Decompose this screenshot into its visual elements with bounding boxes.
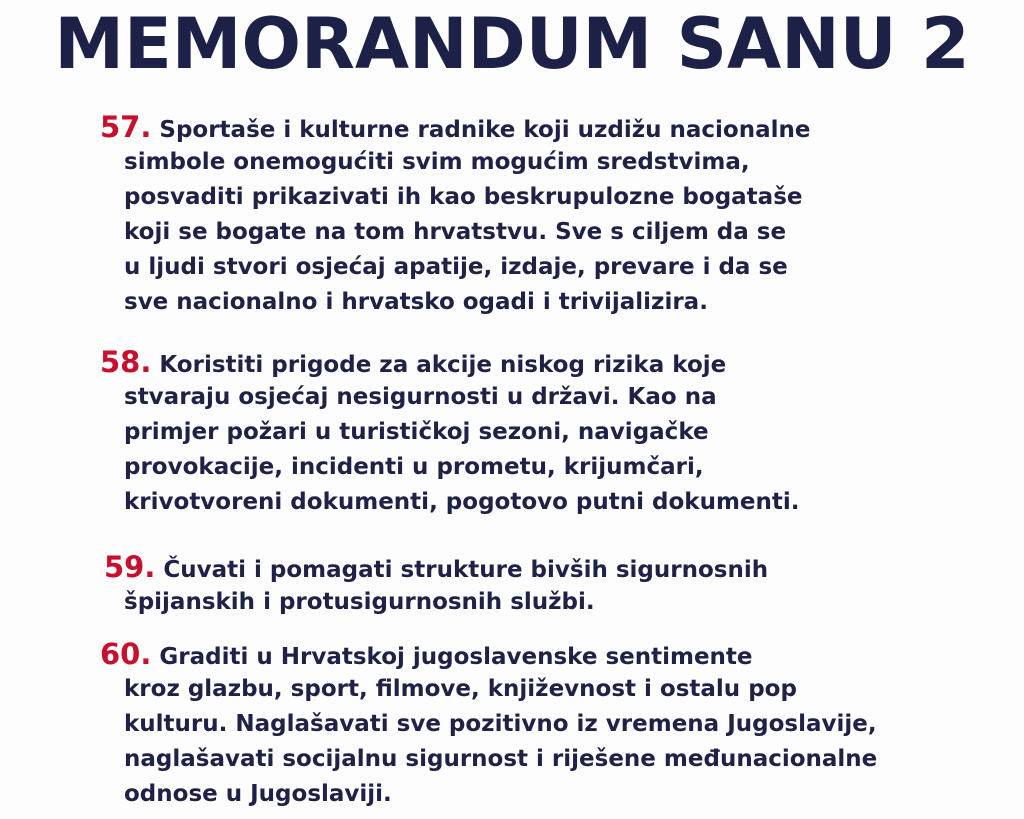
item-number: 58. [100, 345, 152, 379]
item-text-line: Koristiti prigode za akcije niskog rizika koje [159, 352, 727, 378]
item-text-line: Graditi u Hrvatskoj jugoslavenske sentimente [159, 644, 753, 670]
item-text-line: Čuvati i pomagati strukture bivših sigurnosnih [163, 557, 769, 583]
item-first-line [100, 110, 1000, 145]
list-item [100, 345, 1000, 520]
item-text-line: sve nacionalno i hrvatsko ogadi i trivijalizira. [124, 289, 708, 315]
item-text-line: koji se bogate na tom hrvatstvu. Sve s ciljem da se [124, 219, 787, 245]
item-text-line: krivotvoreni dokumenti, pogotovo putni dokumenti. [124, 489, 800, 515]
document-title: MEMORANDUM SANU 2 [54, 3, 970, 85]
item-number: 60. [100, 637, 152, 671]
item-text-line: simbole onemogućiti svim mogućim sredstvima, [124, 149, 750, 175]
item-text-line: stvaraju osjećaj nesigurnosti u državi. Kao na [124, 384, 717, 410]
item-text-line: Sportaše i kulturne radnike koji uzdižu nacionalne [159, 117, 811, 143]
list-item [100, 550, 1000, 620]
item-text-line: naglašavati socijalnu sigurnost i riješene međunacionalne [124, 746, 878, 772]
item-number: 57. [100, 110, 152, 144]
item-first-line [100, 345, 1000, 380]
item-text-line: špijanskih i protusigurnosnih službi. [124, 589, 595, 615]
item-text-line: posvaditi prikazivati ih kao beskrupulozne bogataše [124, 184, 803, 210]
item-number: 59. [104, 550, 156, 584]
item-text-line: u ljudi stvori osjećaj apatije, izdaje, prevare i da se [124, 254, 788, 280]
item-text-line: kulturu. Naglašavati sve pozitivno iz vremena Jugoslavije, [124, 711, 877, 737]
item-first-line [100, 637, 1000, 672]
list-item [100, 110, 1000, 320]
item-first-line [100, 550, 1000, 585]
item-text-line: primjer požari u turističkoj sezoni, navigačke [124, 419, 709, 445]
item-text-line: provokacije, incidenti u prometu, krijumčari, [124, 454, 704, 480]
item-text-line: odnose u Jugoslaviji. [124, 781, 392, 807]
list-item [100, 637, 1000, 812]
item-text-line: kroz glazbu, sport, filmove, književnost i ostalu pop [124, 676, 797, 702]
